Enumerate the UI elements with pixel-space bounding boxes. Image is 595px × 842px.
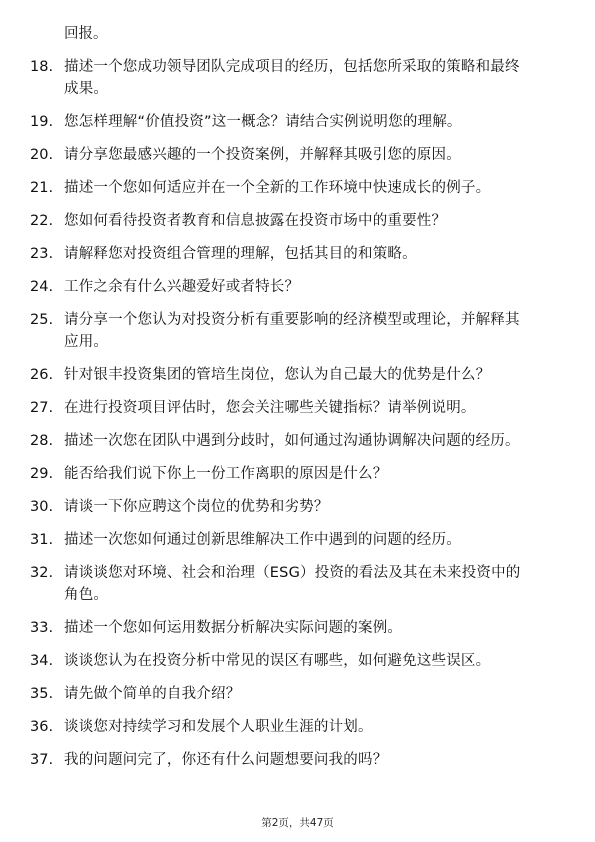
question-text: 请解释您对投资组合管理的理解，包括其目的和策略。 — [64, 246, 417, 262]
question-text: 请先做个简单的自我介绍？ — [64, 686, 241, 702]
question-number: 31. — [30, 532, 54, 548]
question-text: 描述一个您如何运用数据分析解决实际问题的案例。 — [64, 620, 403, 636]
question-item — [0, 111, 595, 133]
question-number: 21. — [30, 180, 54, 196]
question-list — [0, 56, 595, 782]
question-item — [0, 243, 595, 265]
question-number: 27. — [30, 400, 54, 416]
question-text: 请谈谈您对环境、社会和治理（ESG）投资的看法及其在未来投资中的角色。 — [64, 565, 521, 603]
question-item — [0, 309, 595, 353]
continuation-text: 回报。 — [64, 26, 108, 42]
question-text: 能否给我们说下你上一份工作离职的原因是什么？ — [64, 466, 388, 482]
question-number: 22. — [30, 213, 54, 229]
question-item — [0, 650, 595, 672]
question-text: 谈谈您对持续学习和发展个人职业生涯的计划。 — [64, 719, 373, 735]
question-item — [0, 529, 595, 551]
question-item — [0, 144, 595, 166]
question-number: 34. — [30, 653, 54, 669]
question-item — [0, 496, 595, 518]
question-text: 谈谈您认为在投资分析中常见的误区有哪些，如何避免这些误区。 — [64, 653, 491, 669]
question-text: 请分享一个您认为对投资分析有重要影响的经济模型或理论，并解释其应用。 — [64, 312, 520, 350]
question-number: 33. — [30, 620, 54, 636]
question-item — [0, 210, 595, 232]
question-number: 36. — [30, 719, 54, 735]
question-number: 20. — [30, 147, 54, 163]
question-item — [0, 397, 595, 419]
question-number: 30. — [30, 499, 54, 515]
page-footer: 第2页，共47页 — [261, 817, 334, 829]
question-item — [0, 276, 595, 298]
question-item — [0, 683, 595, 705]
question-text: 针对银丰投资集团的管培生岗位，您认为自己最大的优势是什么？ — [64, 367, 491, 383]
question-text: 我的问题问完了，你还有什么问题想要问我的吗？ — [64, 752, 388, 768]
question-text: 描述一次您在团队中遇到分歧时，如何通过沟通协调解决问题的经历。 — [64, 433, 520, 449]
question-item — [0, 430, 595, 452]
question-number: 37. — [30, 752, 54, 768]
question-number: 29. — [30, 466, 54, 482]
question-number: 26. — [30, 367, 54, 383]
question-text: 在进行投资项目评估时，您会关注哪些关键指标？请举例说明。 — [64, 400, 476, 416]
question-number: 19. — [30, 114, 54, 130]
question-number: 18. — [30, 59, 54, 75]
question-number: 23. — [30, 246, 54, 262]
question-number: 24. — [30, 279, 54, 295]
question-text: 请谈一下你应聘这个岗位的优势和劣势？ — [64, 499, 329, 515]
question-text: 工作之余有什么兴趣爱好或者特长？ — [64, 279, 300, 295]
question-item — [0, 749, 595, 771]
question-text: 请分享您最感兴趣的一个投资案例，并解释其吸引您的原因。 — [64, 147, 461, 163]
question-number: 28. — [30, 433, 54, 449]
question-number: 35. — [30, 686, 54, 702]
question-item — [0, 716, 595, 738]
question-text: 描述一个您如何适应并在一个全新的工作环境中快速成长的例子。 — [64, 180, 491, 196]
question-text: 描述一个您成功领导团队完成项目的经历，包括您所采取的策略和最终成果。 — [64, 59, 520, 97]
question-item — [0, 364, 595, 386]
question-number: 25. — [30, 312, 54, 328]
question-item — [0, 617, 595, 639]
question-number: 32. — [30, 565, 54, 581]
question-text: 您如何看待投资者教育和信息披露在投资市场中的重要性？ — [64, 213, 447, 229]
question-item — [0, 562, 595, 606]
question-item — [0, 177, 595, 199]
question-item — [0, 463, 595, 485]
question-text: 描述一次您如何通过创新思维解决工作中遇到的问题的经历。 — [64, 532, 461, 548]
question-text: 您怎样理解“价值投资”这一概念？请结合实例说明您的理解。 — [64, 114, 462, 130]
question-item — [0, 56, 595, 100]
